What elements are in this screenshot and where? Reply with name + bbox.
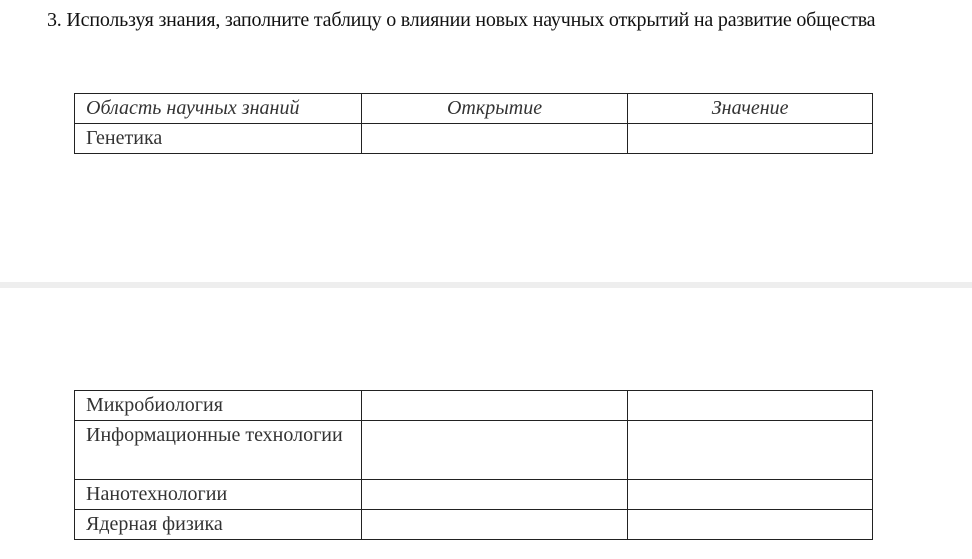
header-field: Область научных знаний xyxy=(75,94,362,124)
task-text: 3. Используя знания, заполните таблицу о влиянии новых научных открытий на развитие общества xyxy=(47,9,876,31)
table-top xyxy=(74,93,873,154)
discovery-cell[interactable] xyxy=(361,124,628,154)
significance-cell[interactable] xyxy=(628,421,873,480)
discovery-cell[interactable] xyxy=(361,480,628,510)
row-label: Генетика xyxy=(75,124,362,154)
table-row xyxy=(75,510,873,540)
significance-cell[interactable] xyxy=(628,480,873,510)
header-discovery: Открытие xyxy=(361,94,628,124)
table-header-row xyxy=(75,94,873,124)
significance-cell[interactable] xyxy=(628,391,873,421)
page-separator xyxy=(0,282,972,288)
row-label: Информационные технологии xyxy=(75,421,362,480)
discovery-cell[interactable] xyxy=(361,421,628,480)
table-bottom xyxy=(74,390,873,540)
table-row xyxy=(75,124,873,154)
row-label: Ядерная физика xyxy=(75,510,362,540)
significance-cell[interactable] xyxy=(628,124,873,154)
row-label: Микробиология xyxy=(75,391,362,421)
row-label: Нанотехнологии xyxy=(75,480,362,510)
discovery-cell[interactable] xyxy=(361,510,628,540)
discovery-cell[interactable] xyxy=(361,391,628,421)
header-significance: Значение xyxy=(628,94,873,124)
table-row xyxy=(75,480,873,510)
significance-cell[interactable] xyxy=(628,510,873,540)
table-row xyxy=(75,421,873,480)
table-row xyxy=(75,391,873,421)
